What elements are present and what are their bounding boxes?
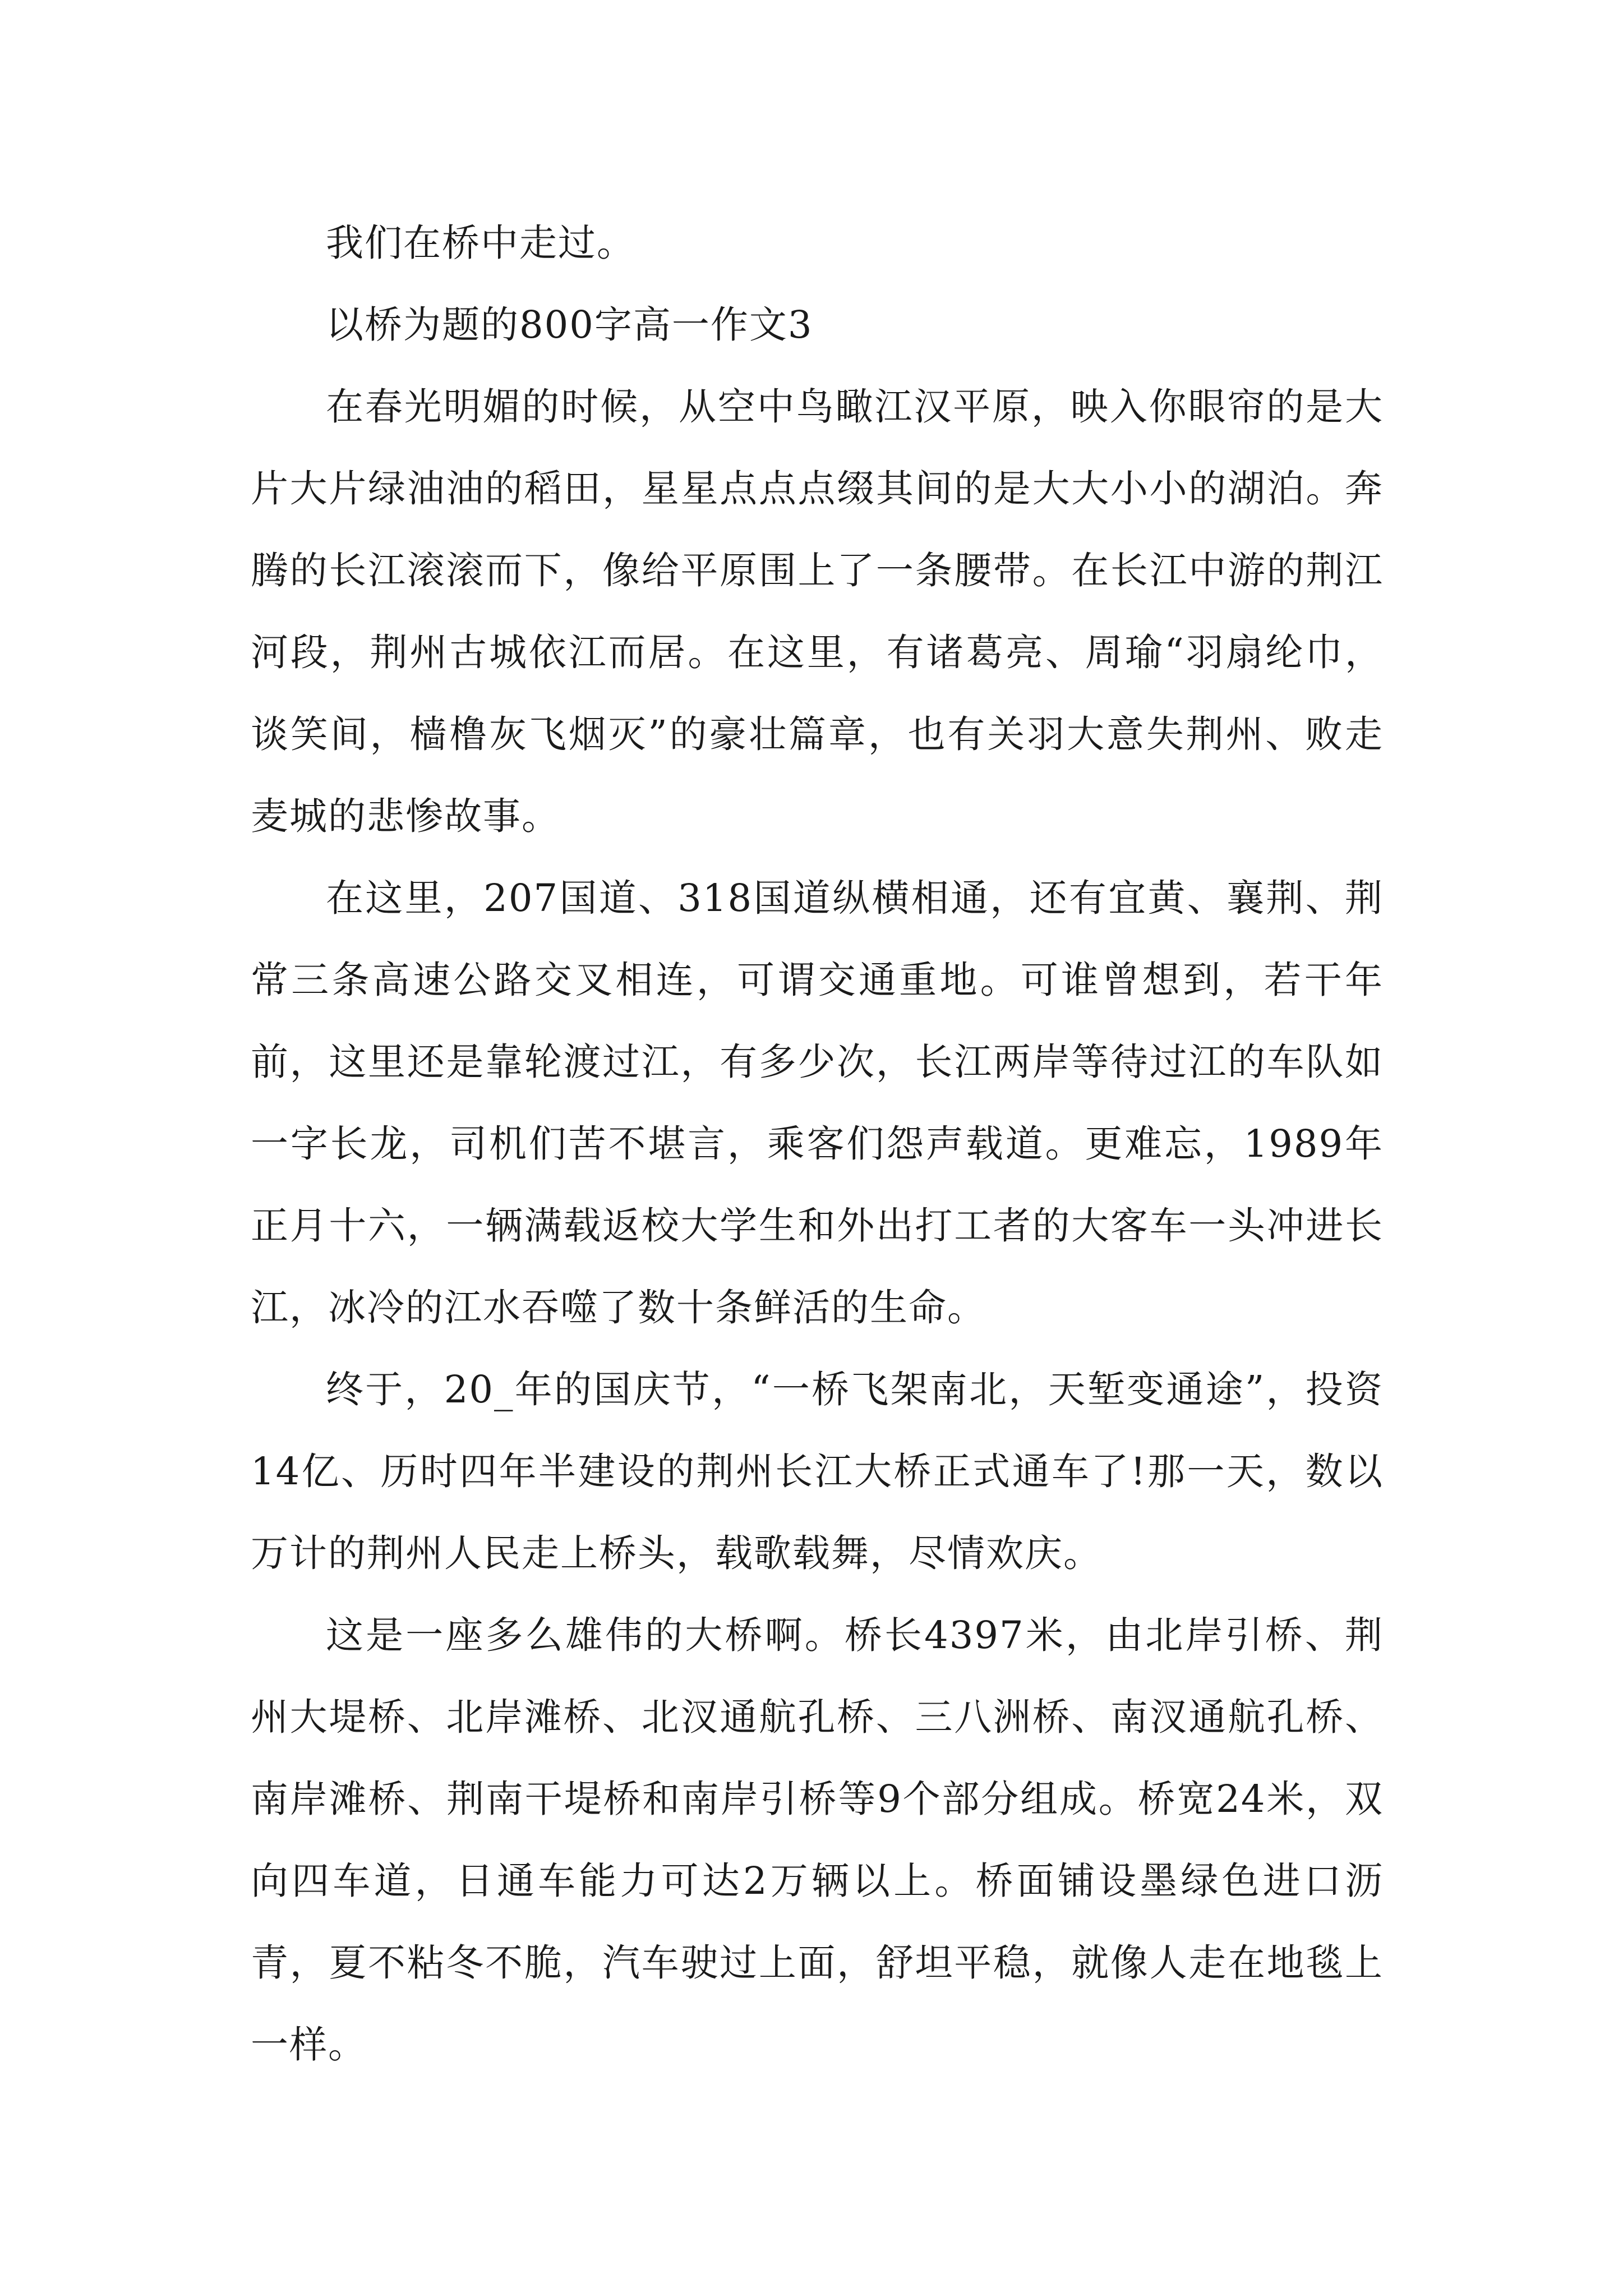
paragraph-bridge-opening: 终于，20_年的国庆节，“一桥飞架南北，天堑变通途”，投资14亿、历时四年半建设的荆州长江大桥正式通车了!那一天，数以万计的荆州人民走上桥头，载歌载舞，尽情欢庆。 <box>251 1368 1384 1575</box>
paragraph-closing-line: 我们在桥中走过。 <box>326 221 635 265</box>
paragraph-spring-view: 在春光明媚的时候，从空中鸟瞰江汉平原，映入你眼帘的是大片大片绿油油的稻田，星星点点点缀其间的是大大小小的湖泊。奔腾的长江滚滚而下，像给平原围上了一条腰带。在长江中游的荆江河段，荆州古城依江而居。在这里，有诸葛亮、周瑜“羽扇纶巾，谈笑间，樯橹灰飞烟灭”的豪壮篇章，也有关羽大意失荆州、败走麦城的悲惨故事。 <box>251 385 1384 838</box>
document-body <box>251 202 1384 2086</box>
essay-heading: 以桥为题的800字高一作文3 <box>326 303 813 347</box>
paragraph-bridge-description: 这是一座多么雄伟的大桥啊。桥长4397米，由北岸引桥、荆州大堤桥、北岸滩桥、北汊通航孔桥、三八洲桥、南汊通航孔桥、南岸滩桥、荆南干堤桥和南岸引桥等9个部分组成。桥宽24米，双向四车道，日通车能力可达2万辆以上。桥面铺设墨绿色进口沥青，夏不粘冬不脆，汽车驶过上面，舒坦平稳，就像人走在地毯上一样。 <box>251 1613 1384 2067</box>
paragraph-traffic-history: 在这里，207国道、318国道纵横相通，还有宜黄、襄荆、荆常三条高速公路交叉相连，可谓交通重地。可谁曾想到，若干年前，这里还是靠轮渡过江，有多少次，长江两岸等待过江的车队如一字长龙，司机们苦不堪言，乘客们怨声载道。更难忘，1989年正月十六，一辆满载返校大学生和外出打工者的大客车一头冲进长江，冰冷的江水吞噬了数十条鲜活的生命。 <box>251 876 1384 1329</box>
